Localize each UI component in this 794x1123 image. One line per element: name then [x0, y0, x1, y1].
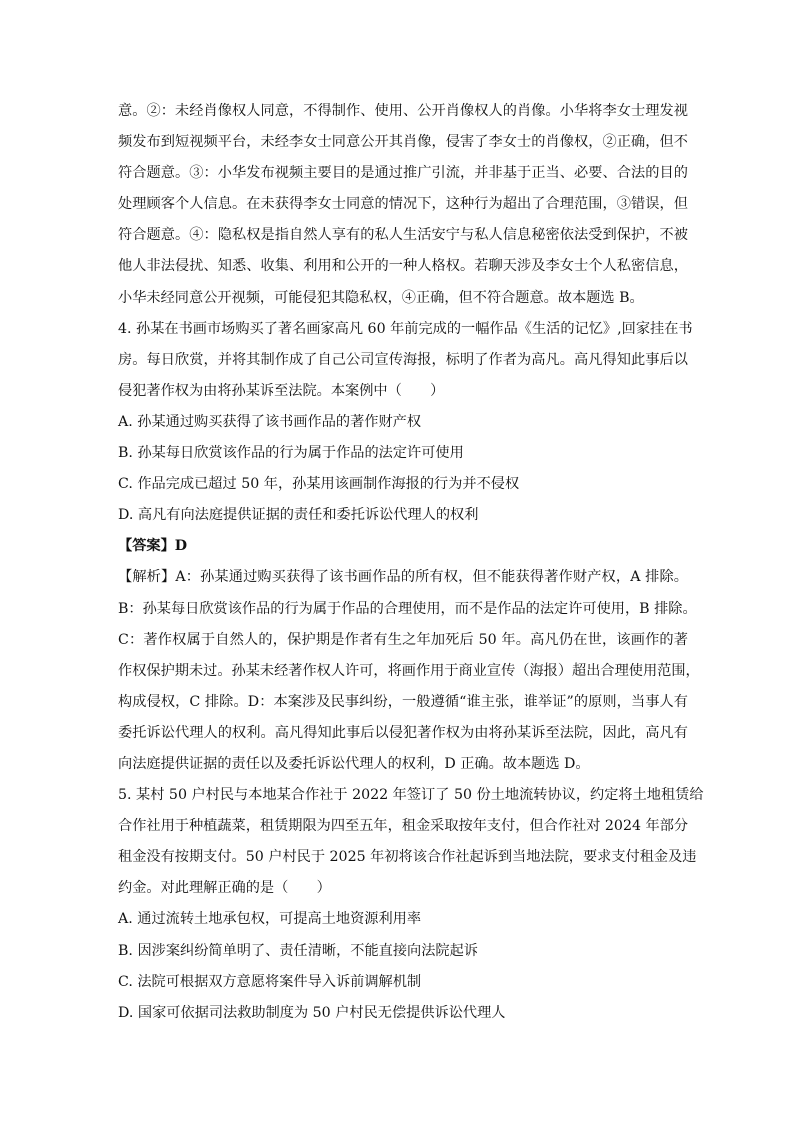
question-5-option-d: D. 国家可依据司法救助制度为 50 户村民无偿提供诉讼代理人	[118, 1004, 506, 1021]
text-line: 符合题意。④：隐私权是指自然人享有的私人生活安宁与私人信息秘密依法受到保护，不被	[118, 227, 688, 244]
question-5-stem: 5. 某村 50 户村民与本地某合作社于 2022 年签订了 50 份土地流转协议，约定将土地租赁给	[118, 787, 704, 804]
question-4-option-d: D. 高凡有向法庭提供证据的责任和委托诉讼代理人的权利	[118, 507, 479, 524]
question-5-option-a: A. 通过流转土地承包权，可提高土地资源利用率	[118, 911, 422, 928]
question-5-option-c: C. 法院可根据双方意愿将案件导入诉前调解机制	[118, 973, 422, 990]
analysis-text: 向法庭提供证据的责任以及委托诉讼代理人的权利，D 正确。故本题选 D。	[118, 755, 590, 772]
text-line: 他人非法侵扰、知悉、收集、利用和公开的一种人格权。若聊天涉及李女士个人私密信息，	[118, 258, 688, 275]
question-4-stem: 房。每日欣赏，并将其制作成了自己公司宣传海报，标明了作者为高凡。高凡得知此事后以	[118, 351, 688, 368]
question-4-option-b: B. 孙某每日欣赏该作品的行为属于作品的法定许可使用	[118, 445, 464, 462]
text-line: 小华未经同意公开视频，可能侵犯其隐私权，④正确，但不符合题意。故本题选 B。	[118, 289, 644, 306]
analysis-text: C：著作权属于自然人的，保护期是作者有生之年加死后 50 年。高凡仍在世，该画作的著	[118, 631, 688, 648]
answer-label: 【答案】D	[118, 538, 188, 555]
text-line: 频发布到短视频平台，未经李女士同意公开其肖像，侵害了李女士的肖像权，②正确，但不	[118, 134, 688, 151]
analysis-text: 委托诉讼代理人的权利。高凡得知此事后以侵犯著作权为由将孙某诉至法院，因此，高凡有	[118, 724, 688, 741]
question-5-stem: 约金。对此理解正确的是（ ）	[118, 880, 331, 897]
question-4-option-a: A. 孙某通过购买获得了该书画作品的著作财产权	[118, 413, 422, 430]
question-4-stem: 侵犯著作权为由将孙某诉至法院。本案例中（ ）	[118, 382, 445, 399]
text-line: 处理顾客个人信息。在未获得李女士同意的情况下，这种行为超出了合理范围，③错误，但	[118, 196, 688, 213]
question-5-stem: 租金没有按期支付。50 户村民于 2025 年初将该合作社起诉到当地法院，要求支付租金及违	[118, 849, 697, 866]
question-4-stem: 4. 孙某在书画市场购买了著名画家高凡 60 年前完成的一幅作品《生活的记忆》,回家挂在书	[118, 320, 693, 337]
question-5-stem: 合作社用于种植蔬菜，租赁期限为四至五年，租金采取按年支付，但合作社对 2024 年部分	[118, 818, 689, 835]
analysis-text: B：孙某每日欣赏该作品的行为属于作品的合理使用，而不是作品的法定许可使用，B 排除。	[118, 600, 697, 617]
analysis-text: 【解析】A：孙某通过购买获得了该书画作品的所有权，但不能获得著作财产权，A 排除。	[118, 569, 688, 586]
question-5-option-b: B. 因涉案纠纷简单明了、责任清晰，不能直接向法院起诉	[118, 942, 478, 959]
text-line: 符合题意。③：小华发布视频主要目的是通过推广引流，并非基于正当、必要、合法的目的	[118, 165, 688, 182]
analysis-text: 作权保护期未过。孙某未经著作权人许可，将画作用于商业宣传（海报）超出合理使用范围，	[118, 662, 700, 679]
question-4-option-c: C. 作品完成已超过 50 年，孙某用该画制作海报的行为并不侵权	[118, 476, 520, 493]
document-page	[118, 96, 704, 1029]
text-line: 意。②：未经肖像权人同意，不得制作、使用、公开肖像权人的肖像。小华将李女士理发视	[118, 103, 688, 119]
analysis-text: 构成侵权，C 排除。D：本案涉及民事纠纷，一般遵循“谁主张，谁举证”的原则，当事人有	[118, 693, 688, 710]
